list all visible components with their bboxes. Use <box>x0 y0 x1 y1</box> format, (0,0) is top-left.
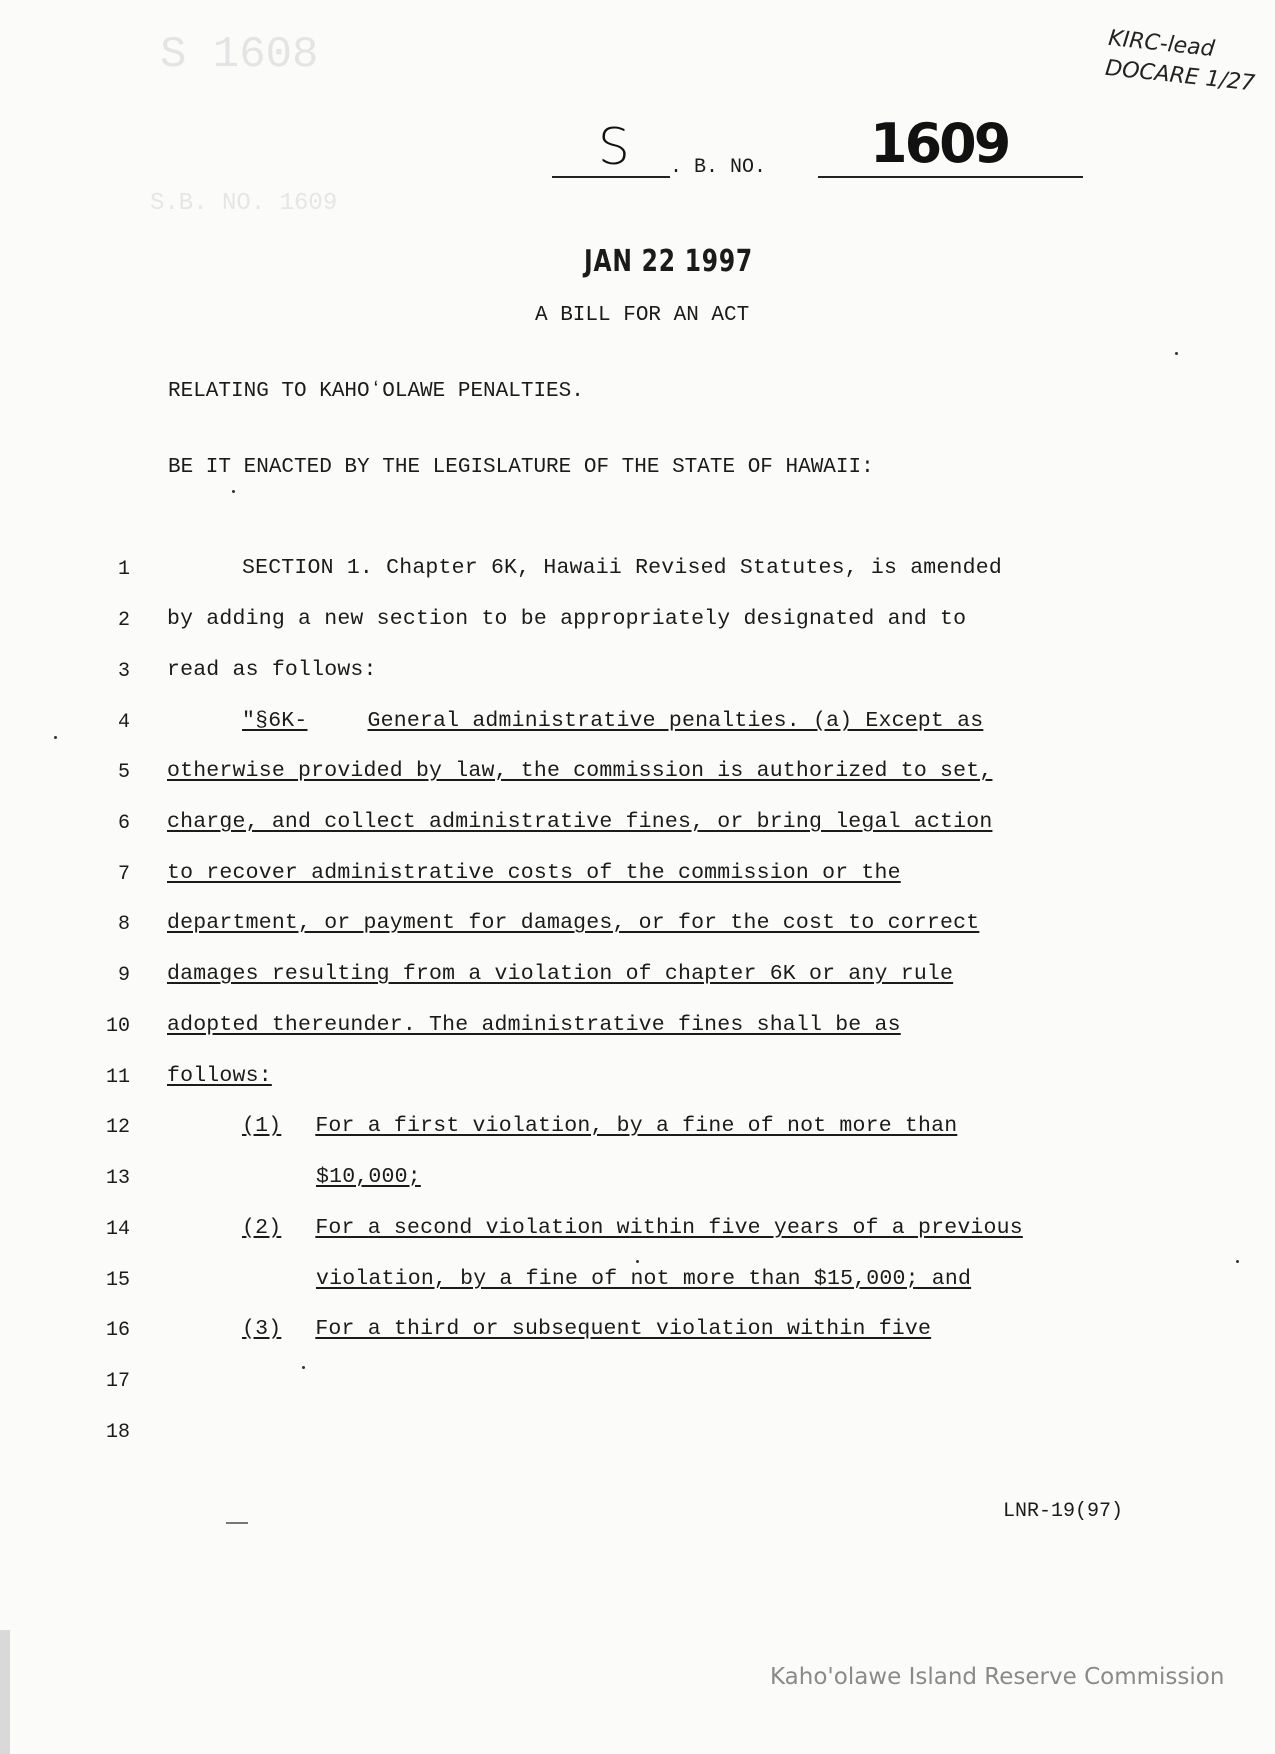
line-number: 8 <box>117 913 130 936</box>
line-number: 18 <box>105 1421 130 1444</box>
scan-speck <box>636 1260 639 1263</box>
body-line: $10,000; <box>316 1165 421 1189</box>
line-number: 11 <box>105 1066 130 1089</box>
archive-watermark: Kaho'olawe Island Reserve Commission <box>770 1664 1225 1690</box>
body-line: follows: <box>167 1064 272 1088</box>
scan-speck <box>1175 352 1178 355</box>
line-number: 10 <box>105 1015 130 1038</box>
list-item-marker: (1) <box>242 1114 282 1138</box>
line-number: 1 <box>117 558 130 581</box>
body-line: to recover administrative costs of the commission or the <box>167 861 901 885</box>
line-number: 6 <box>117 812 130 835</box>
list-item-marker: (2) <box>242 1216 282 1240</box>
bill-number: 1609 <box>870 112 1009 175</box>
line-number: 3 <box>117 660 130 683</box>
list-item-text: For a second violation within five years of a previous <box>315 1216 1023 1240</box>
body-line: read as follows: <box>167 658 377 682</box>
line-number: 4 <box>117 711 130 734</box>
date-stamp: JAN 22 1997 <box>584 244 753 279</box>
body-line <box>242 709 983 733</box>
body-line: by adding a new section to be appropriately designated and to <box>167 607 967 631</box>
body-line: adopted thereunder. The administrative fines shall be as <box>167 1013 901 1037</box>
footer-dash <box>226 1522 248 1524</box>
line-number: 16 <box>105 1319 130 1342</box>
scan-edge-shadow <box>0 1630 10 1754</box>
scan-speck <box>54 736 57 739</box>
line-number: 12 <box>105 1116 130 1139</box>
handwritten-note-line: KIRC-lead <box>1107 25 1216 62</box>
list-item-marker: (3) <box>242 1317 282 1341</box>
list-item-text: For a third or subsequent violation within five <box>315 1317 932 1341</box>
section-number: "§6K- <box>242 709 308 733</box>
form-code: LNR-19(97) <box>1003 1500 1124 1523</box>
line-number: 9 <box>117 964 130 987</box>
bill-title: A BILL FOR AN ACT <box>535 304 750 327</box>
body-line: SECTION 1. Chapter 6K, Hawaii Revised Statutes, is amended <box>242 556 1002 580</box>
bill-label: . B. NO. <box>670 156 767 179</box>
handwritten-note-line: DOCARE 1/27 <box>1104 55 1257 97</box>
list-item-text: For a first violation, by a fine of not more than <box>315 1114 958 1138</box>
scan-speck <box>232 490 235 493</box>
line-number: 5 <box>117 761 130 784</box>
section-heading: General administrative penalties. (a) Except as <box>367 709 984 733</box>
list-item <box>242 1317 931 1341</box>
bill-prefix-rule <box>552 176 670 178</box>
scan-speck <box>302 1366 305 1369</box>
handwritten-routing-note <box>1104 24 1260 99</box>
body-line: damages resulting from a violation of chapter 6K or any rule <box>167 962 954 986</box>
list-item <box>242 1216 1023 1240</box>
bleed-through-text: S.B. NO. 1609 <box>150 190 338 217</box>
bill-prefix: S <box>598 118 630 176</box>
line-number: 7 <box>117 863 130 886</box>
body-line: otherwise provided by law, the commission is authorized to set, <box>167 759 993 783</box>
list-item <box>242 1114 957 1138</box>
line-number: 13 <box>105 1167 130 1190</box>
enacting-clause: BE IT ENACTED BY THE LEGISLATURE OF THE STATE OF HAWAII: <box>168 456 874 479</box>
scan-speck <box>1236 1260 1239 1263</box>
bleed-through-text: S 1608 <box>160 30 319 80</box>
body-line: violation, by a fine of not more than $15,000; and <box>316 1267 972 1291</box>
relating-clause: RELATING TO KAHOʻOLAWE PENALTIES. <box>168 380 584 403</box>
line-number: 14 <box>105 1218 130 1241</box>
line-number: 15 <box>105 1269 130 1292</box>
bill-number-rule <box>818 176 1083 178</box>
line-number: 2 <box>117 609 130 632</box>
line-number: 17 <box>105 1370 130 1393</box>
body-line: department, or payment for damages, or for the cost to correct <box>167 911 980 935</box>
body-line: charge, and collect administrative fines, or bring legal action <box>167 810 993 834</box>
